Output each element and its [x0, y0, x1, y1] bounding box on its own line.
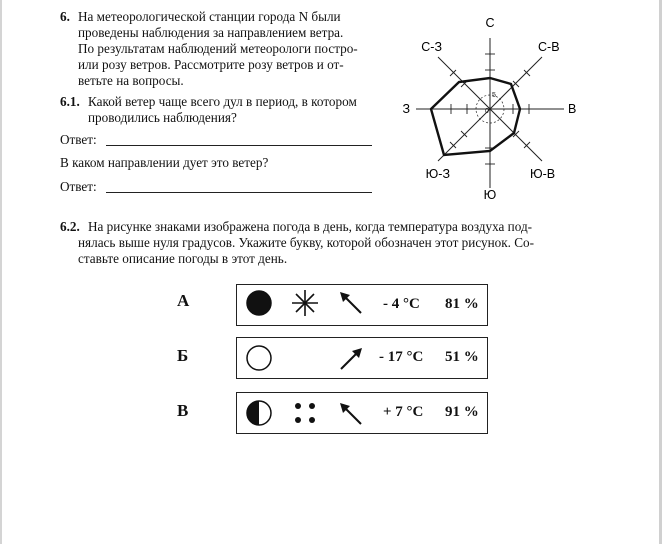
task-6-2-line-3: ставьте описание погоды в этот день. [78, 251, 288, 266]
rose-scale-label: 5 [492, 92, 496, 99]
rose-label-se: Ю-В [530, 167, 556, 181]
answer-1-line[interactable] [106, 145, 372, 146]
answer-2-label: Ответ: [60, 179, 97, 194]
rose-label-s: Ю [483, 188, 497, 202]
weather-row-v[interactable] [236, 392, 488, 434]
row-letter-a: А [177, 291, 190, 310]
rose-label-e: В [568, 102, 577, 116]
row-a-humidity: 81 % [445, 296, 479, 312]
wind-arrow-northwest-icon [340, 292, 361, 313]
row-letter-v: В [177, 401, 189, 420]
task-6-1-question-2: В каком направлении дует это ветер? [60, 155, 269, 170]
answer-2-line[interactable] [106, 192, 372, 193]
task-6-line-2: проведены наблюдения за направлением ветра. [78, 25, 344, 40]
task-6-line-4: или розу ветров. Рассмотрите розу ветров и от- [78, 57, 344, 72]
rose-label-nw: С-З [421, 40, 442, 54]
row-v-humidity: 91 % [445, 404, 479, 420]
rose-label-w: З [402, 102, 410, 116]
cloud-empty-icon [247, 346, 271, 370]
cloud-half-icon [247, 401, 271, 425]
rose-polygon [431, 78, 520, 155]
four-dots-icon [295, 403, 315, 423]
cloud-full-icon [247, 291, 271, 315]
row-b-humidity: 51 % [445, 349, 479, 365]
task-6-number: 6. [60, 9, 70, 24]
rose-center-label: 0 [485, 108, 489, 115]
task-6-1-line-1: Какой ветер чаще всего дул в период, в котором [88, 94, 357, 109]
task-6-1-number: 6.1. [60, 94, 80, 109]
row-b-temperature: - 17 °C [379, 349, 424, 365]
wind-arrow-northwest-icon [340, 403, 361, 424]
worksheet-page [40, 0, 628, 460]
task-6-2-number: 6.2. [60, 219, 80, 234]
row-letter-b: Б [177, 346, 189, 365]
task-6-2-line-1: На рисунке знаками изображена погода в день, когда температура воздуха под- [88, 219, 533, 234]
wind-arrow-northeast-icon [341, 348, 362, 369]
rose-label-sw: Ю-З [425, 167, 450, 181]
wind-rose-diagram [402, 10, 634, 202]
task-6-1-line-2: проводились наблюдения? [88, 110, 237, 125]
task-6-line-5: ветьте на вопросы. [78, 73, 184, 88]
weather-row-a[interactable] [236, 284, 488, 326]
row-v-temperature: + 7 °C [383, 404, 424, 420]
rose-label-n: С [485, 16, 495, 30]
task-6-line-3: По результатам наблюдений метеорологи постро- [78, 41, 358, 56]
task-6-line-1: На метеорологической станции города N были [78, 9, 341, 24]
rose-label-ne: С-В [538, 40, 560, 54]
snowflake-icon [292, 290, 318, 316]
left-edge [0, 0, 2, 544]
task-6-2-line-2: нялась выше нуля градусов. Укажите букву, которой обозначен этот рисунок. Со- [78, 235, 535, 250]
answer-1-label: Ответ: [60, 132, 97, 147]
weather-row-b[interactable] [236, 337, 488, 379]
row-a-temperature: - 4 °C [383, 296, 420, 312]
